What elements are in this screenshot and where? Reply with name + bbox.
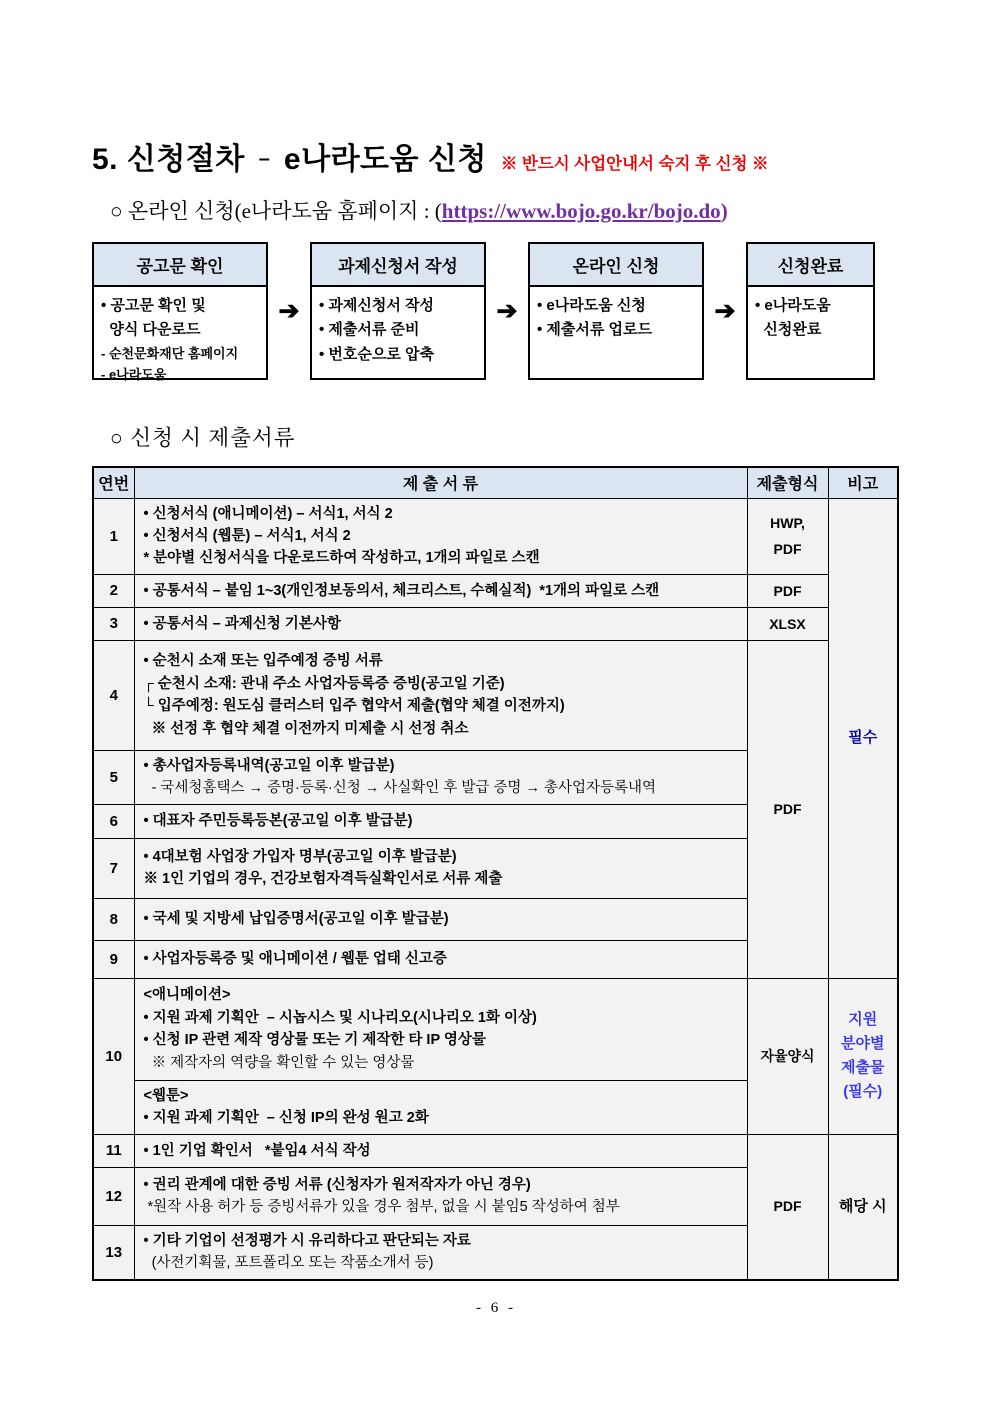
- note-cell-by-field: 지원 분야별 제출물 (필수): [828, 978, 898, 1134]
- table-row: [93, 498, 898, 574]
- format-cell: PDF: [747, 574, 828, 607]
- format-cell-pdf: PDF: [747, 1134, 828, 1279]
- doc-lines: • 1인 기업 확인서 *붙임4 서식 작성: [134, 1134, 747, 1167]
- flow-step-body: • e나라도움 신청 • 제출서류 업로드: [537, 297, 653, 339]
- submission-docs-table: [92, 466, 899, 1281]
- flow-step-title: 과제신청서 작성: [312, 244, 484, 287]
- doc-lines: • 공통서식 – 붙임 1~3(개인정보동의서, 체크리스트, 수혜실적) *1개의 파일로 스캔: [134, 574, 747, 607]
- note-cell-if-applicable: 해당 시: [828, 1134, 898, 1279]
- flow-step-title: 온라인 신청: [530, 244, 702, 287]
- row-no: 7: [93, 838, 134, 898]
- doc-lines: • 사업자등록증 및 애니메이션 / 웹툰 업태 신고증: [134, 940, 747, 978]
- table-row: [93, 1134, 898, 1167]
- header-doc: 제 출 서 류: [134, 467, 747, 498]
- row-no: 4: [93, 640, 134, 750]
- flow-step-online-apply: [528, 242, 704, 380]
- table-row: [93, 607, 898, 640]
- row-no: 11: [93, 1134, 134, 1167]
- title-part2: e나라도움 신청: [283, 143, 487, 176]
- header-note: 비고: [828, 467, 898, 498]
- doc-lines: • 대표자 주민등록등본(공고일 이후 발급분): [134, 804, 747, 838]
- flow-step-body: • 과제신청서 작성 • 제출서류 준비 • 번호순으로 압축: [319, 297, 435, 363]
- doc-lines: • 총사업자등록내역(공고일 이후 발급분) - 국세청홈택스 → 증명·등록·신청 → 사실확인 후 발급 증명 → 총사업자등록내역: [134, 750, 747, 804]
- row-no: 1: [93, 498, 134, 574]
- doc-lines-animation: <애니메이션> • 지원 과제 기획안 – 시놉시스 및 시나리오(시나리오 1화 이상) • 신청 IP 관련 제작 영상물 또는 기 제작한 타 IP 영상물 ※ 제작자의 역량을 확인할 수 있는 영상물: [134, 978, 747, 1080]
- row-no: 2: [93, 574, 134, 607]
- doc-lines: • 권리 관계에 대한 증빙 서류 (신청자가 원저작자가 아닌 경우) *원작 사용 허가 등 증빙서류가 있을 경우 첨부, 없을 시 붙임5 작성하여 첨부: [134, 1167, 747, 1225]
- doc-lines: • 4대보험 사업장 가입자 명부(공고일 이후 발급분) ※ 1인 기업의 경우, 건강보험자격득실확인서로 서류 제출: [134, 838, 747, 898]
- format-cell: XLSX: [747, 607, 828, 640]
- arrow-right-icon: ➔: [278, 296, 300, 325]
- submission-docs-heading: ○ 신청 시 제출서류: [110, 426, 296, 450]
- page-title: [92, 134, 897, 178]
- flow-step-body: • e나라도움 신청완료: [755, 297, 831, 339]
- format-cell-pdf: PDF: [747, 640, 828, 978]
- table-header-row: [93, 467, 898, 498]
- flow-step-title: 신청완료: [748, 244, 873, 287]
- title-warning: ※ 반드시 사업안내서 숙지 후 신청 ※: [500, 155, 769, 173]
- title-number-text: 5. 신청절차: [92, 143, 245, 176]
- flow-step-complete: [746, 242, 875, 380]
- doc-lines-webtoon: <웹툰> • 지원 과제 기획안 – 신청 IP의 완성 원고 2화: [134, 1080, 747, 1134]
- application-flowchart: [92, 242, 875, 380]
- arrow-right-icon: ➔: [714, 296, 736, 325]
- row-no: 8: [93, 898, 134, 940]
- row-no: 3: [93, 607, 134, 640]
- subtitle-text: ○ 온라인 신청(e나라도움 홈페이지 : (: [110, 199, 442, 223]
- row-no: 12: [93, 1167, 134, 1225]
- row-no: 6: [93, 804, 134, 838]
- bojo-url-link[interactable]: https://www.bojo.go.kr/bojo.do: [441, 199, 721, 223]
- header-format: 제출형식: [747, 467, 828, 498]
- flow-step-body: • 공고문 확인 및 양식 다운로드 - 순천문화재단 홈페이지 - e나라도움: [101, 297, 239, 382]
- doc-lines: • 순천시 소재 또는 입주예정 증빙 서류 ┌ 순천시 소재: 관내 주소 사업자등록증 증빙(공고일 기준) └ 입주예정: 원도심 클러스터 입주 협약서 제출(협약 체결 이전까지) ※ 선정 후 협약 체결 이전까지 미제출 시 선정 취소: [134, 640, 747, 750]
- title-dash: –: [258, 148, 270, 170]
- online-apply-line: [92, 195, 897, 225]
- flow-step-title: 공고문 확인: [94, 244, 266, 287]
- row-no: 9: [93, 940, 134, 978]
- note-cell-required: 필수: [828, 498, 898, 978]
- doc-lines: • 신청서식 (애니메이션) – 서식1, 서식 2 • 신청서식 (웹툰) – 서식1, 서식 2 * 분야별 신청서식을 다운로드하여 작성하고, 1개의 파일로 스캔: [134, 498, 747, 574]
- format-cell-free-form: 자율양식: [747, 978, 828, 1134]
- table-row: [93, 574, 898, 607]
- table-row: [93, 978, 898, 1080]
- header-no: 연번: [93, 467, 134, 498]
- doc-lines: • 기타 기업이 선정평가 시 유리하다고 판단되는 자료 (사전기획물, 포트폴리오 또는 작품소개서 등): [134, 1225, 747, 1279]
- subtitle-suffix: ): [720, 199, 728, 223]
- page-number: - 6 -: [476, 1300, 516, 1316]
- format-cell: HWP, PDF: [747, 498, 828, 574]
- row-no: 5: [93, 750, 134, 804]
- row-no: 10: [93, 978, 134, 1134]
- flow-step-form-writing: [310, 242, 486, 380]
- table-row: [93, 640, 898, 750]
- flow-step-notice-check: [92, 242, 268, 380]
- doc-lines: • 공통서식 – 과제신청 기본사항: [134, 607, 747, 640]
- arrow-right-icon: ➔: [496, 296, 518, 325]
- doc-lines: • 국세 및 지방세 납입증명서(공고일 이후 발급분): [134, 898, 747, 940]
- row-no: 13: [93, 1225, 134, 1279]
